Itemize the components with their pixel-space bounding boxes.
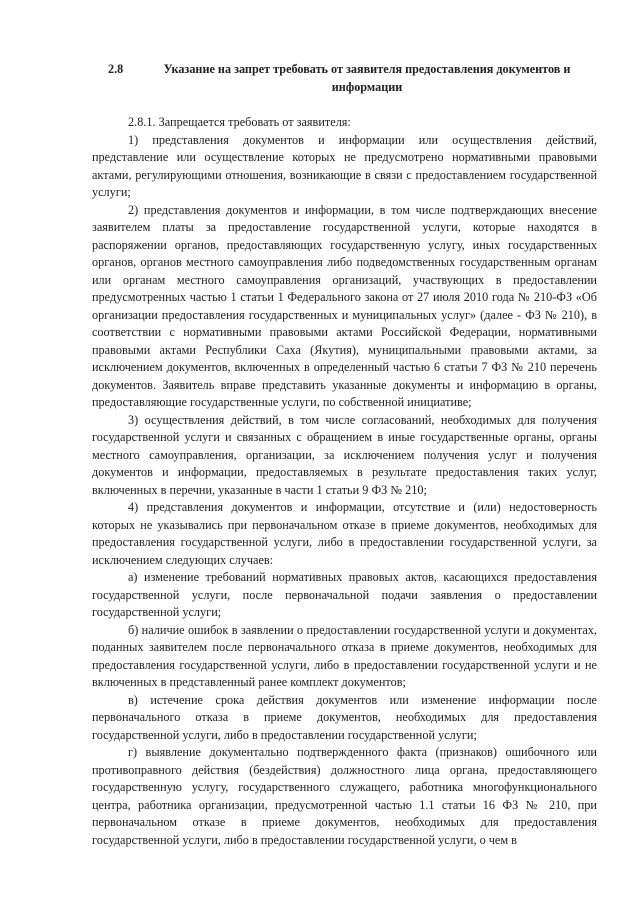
paragraph-subitem-g: г) выявление документально подтвержденного факта (признаков) ошибочного или противоправного действия (бездействия) должностного лица органа, предоставляющего государственную услугу, государственного служащего, работника многофункционального центра, работника организации, предусмотренной частью 1.1 статьи 16 ФЗ № 210, при первоначальном отказе в приеме документов, необходимых для предоставления государственной услуги, либо в предоставлении государственной услуги, о чем в [92,745,597,847]
paragraph-subitem-a: а) изменение требований нормативных правовых актов, касающихся предоставления государственной услуги, после первоначальной подачи заявления о предоставлении государственной услуги; [92,570,597,619]
paragraph-2-8-1: 2.8.1. Запрещается требовать от заявителя: [128,115,351,129]
paragraph-subitem-b: б) наличие ошибок в заявлении о предоставлении государственной услуги и документах, поданных заявителем после первоначального отказа в приеме документов, необходимых для предоставления государственной услуги, либо в предоставлении государственной услуги и не включенных в представленный ранее комплект документов; [92,622,597,689]
section-heading [92,60,590,96]
paragraph-item-2: 2) представления документов и информации, в том числе подтверждающих внесение заявителем платы за предоставление государственной услуги, которые находятся в распоряжении органов, предоставляющих государственную услугу, иных государственных органов, органов местного самоуправления либо подведомственных государственным органам или органам местного самоуправления организаций, участвующих в предоставлении предусмотренных частью 1 статьи 1 Федерального закона от 27 июля 2010 года № 210-ФЗ «Об организации предоставления государственных и муниципальных услуг» (далее - ФЗ № 210), в соответствии с нормативными правовыми актами Российской Федерации, нормативными правовыми актами Республики Саха (Якутия), муниципальными правовыми актами, за исключением документов, включенных в определенный частью 6 статьи 7 ФЗ № 210 перечень документов. Заявитель вправе представить указанные документы и информацию в органы, предоставляющие государственные услуги, по собственной инициативе; [92,202,597,409]
paragraph-subitem-v: в) истечение срока действия документов или изменение информации после первоначального отказа в приеме документов, необходимых для предоставления государственной услуги, либо в предоставлении государственной услуги; [92,692,597,742]
section-number: 2.8 [108,62,124,76]
paragraph-item-3: 3) осуществления действий, в том числе согласований, необходимых для получения государственной услуги и связанных с обращением в иные государственные органы, органы местного самоуправления, организации, за исключением получения услуг и получения документов и информации, предоставляемых в результате предоставления таких услуг, включенных в перечни, указанные в части 1 статьи 9 ФЗ № 210; [92,412,597,497]
section-title: Указание на запрет требовать от заявителя предоставления документов и информации [163,62,571,94]
paragraph-item-4: 4) представления документов и информации, отсутствие и (или) недостоверность которых не указывались при первоначальном отказе в приеме документов, необходимых для предоставления государственной услуги, либо в предоставлении государственной услуги, за исключением следующих случаев: [92,500,597,567]
paragraph-item-1: 1) представления документов и информации или осуществления действий, представление или осуществление которых не предусмотрено нормативными правовыми актами, регулирующими отношения, возникающие в связи с предоставлением государственной услуги; [92,132,597,199]
document-body [92,114,597,849]
